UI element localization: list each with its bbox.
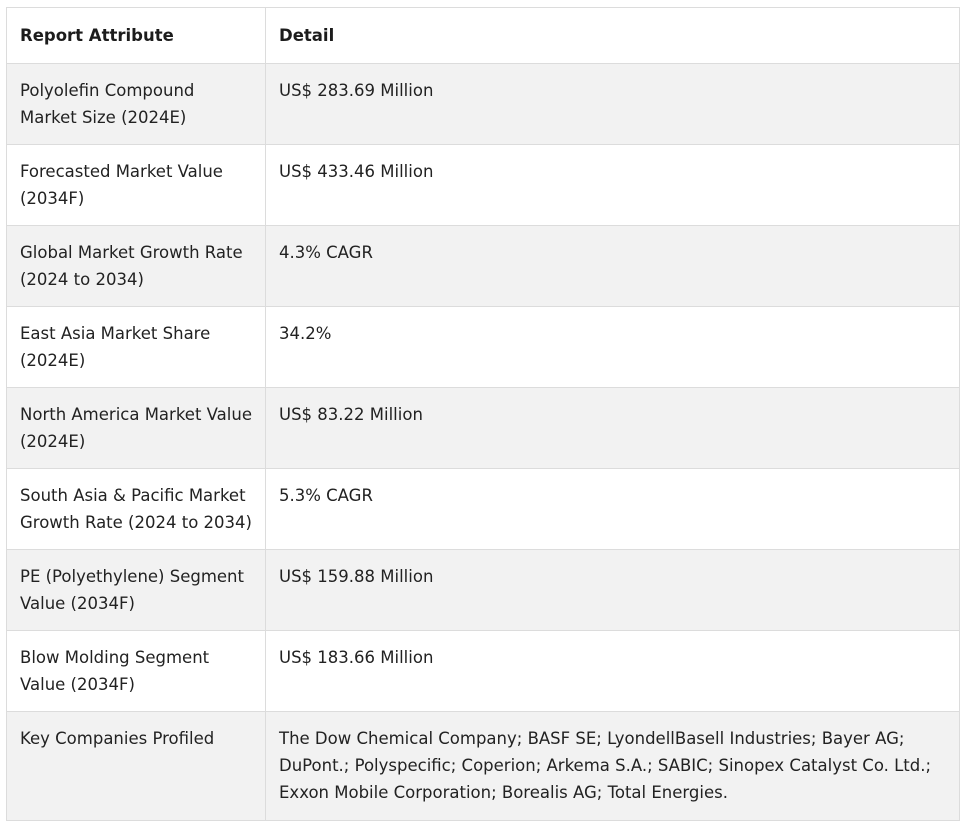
header-detail: Detail bbox=[266, 8, 960, 64]
table-row bbox=[7, 145, 960, 226]
report-attributes-table bbox=[6, 7, 960, 821]
detail-cell: 34.2% bbox=[266, 307, 960, 388]
attribute-cell: South Asia & Pacific Market Growth Rate (2024 to 2034) bbox=[7, 469, 266, 550]
detail-cell: US$ 183.66 Million bbox=[266, 631, 960, 712]
table-row bbox=[7, 307, 960, 388]
detail-cell: US$ 83.22 Million bbox=[266, 388, 960, 469]
attribute-cell: East Asia Market Share (2024E) bbox=[7, 307, 266, 388]
attribute-cell: PE (Polyethylene) Segment Value (2034F) bbox=[7, 550, 266, 631]
header-report-attribute: Report Attribute bbox=[7, 8, 266, 64]
detail-cell: US$ 159.88 Million bbox=[266, 550, 960, 631]
table-row bbox=[7, 226, 960, 307]
attribute-cell: Polyolefin Compound Market Size (2024E) bbox=[7, 64, 266, 145]
table-row bbox=[7, 712, 960, 821]
table-row bbox=[7, 64, 960, 145]
detail-cell: The Dow Chemical Company; BASF SE; LyondellBasell Industries; Bayer AG; DuPont.; Polyspecific; Coperion; Arkema S.A.; SABIC; Sinopex Catalyst Co. Ltd.; Exxon Mobile Corporation; Borealis AG; Total Energies. bbox=[266, 712, 960, 821]
attribute-cell: North America Market Value (2024E) bbox=[7, 388, 266, 469]
table-row bbox=[7, 469, 960, 550]
table-row bbox=[7, 550, 960, 631]
detail-cell: US$ 433.46 Million bbox=[266, 145, 960, 226]
detail-cell: 4.3% CAGR bbox=[266, 226, 960, 307]
attribute-cell: Forecasted Market Value (2034F) bbox=[7, 145, 266, 226]
table-row bbox=[7, 631, 960, 712]
attribute-cell: Key Companies Profiled bbox=[7, 712, 266, 821]
table-row bbox=[7, 388, 960, 469]
detail-cell: 5.3% CAGR bbox=[266, 469, 960, 550]
attribute-cell: Blow Molding Segment Value (2034F) bbox=[7, 631, 266, 712]
table-header-row bbox=[7, 8, 960, 64]
detail-cell: US$ 283.69 Million bbox=[266, 64, 960, 145]
attribute-cell: Global Market Growth Rate (2024 to 2034) bbox=[7, 226, 266, 307]
